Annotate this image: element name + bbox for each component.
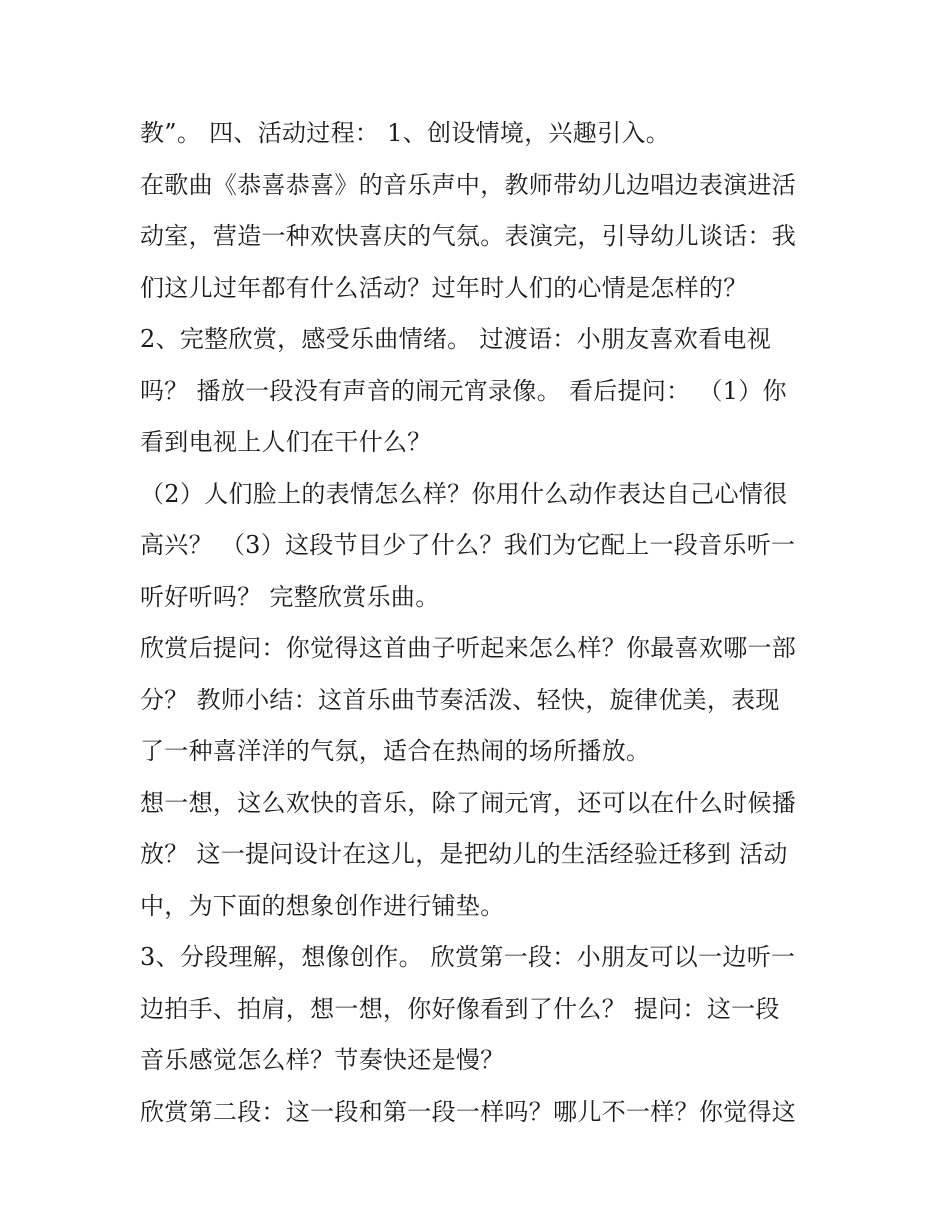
text-line: 高兴？ （3）这段节目少了什么？我们为它配上一段音乐听一 (140, 531, 796, 559)
text-line: 想一想，这么欢快的音乐，除了闹元宵，还可以在什么时候播 (140, 788, 797, 817)
text-line: 放？ 这一提问设计在这儿，是把幼儿的生活经验迁移到 活动 (140, 840, 788, 868)
document-body (140, 108, 830, 1138)
text-line: 2、完整欣赏，感受乐曲情绪。 过渡语：小朋友喜欢看电视 (140, 325, 771, 353)
text-line: 欣赏第二段：这一段和第一段一样吗？哪儿不一样？你觉得这 (140, 1097, 797, 1126)
text-line: 边拍手、拍肩，想一想，你好像看到了什么？ 提问：这一段 (140, 994, 780, 1023)
text-line: 吗？ 播放一段没有声音的闹元宵录像。 看后提问： （1）你 (140, 376, 787, 405)
text-line: 听好听吗？ 完整欣赏乐曲。 (140, 582, 440, 611)
text-line: 3、分段理解，想像创作。 欣赏第一段：小朋友可以一边听一 (140, 943, 796, 971)
text-line: 看到电视上人们在干什么？ (140, 428, 432, 456)
text-line: 中，为下面的想象创作进行铺垫。 (140, 891, 505, 920)
text-line: 教”。 四、活动过程： 1、创设情境，兴趣引入。 (140, 119, 670, 147)
text-line: 欣赏后提问：你觉得这首曲子听起来怎么样？你最喜欢哪一部 (140, 634, 797, 662)
text-line: 了一种喜洋洋的气氛，适合在热闹的场所播放。 (140, 737, 651, 765)
text-line: 音乐感觉怎么样？节奏快还是慢？ (140, 1046, 505, 1074)
text-line: 们这儿过年都有什么活动？过年时人们的心情是怎样的？ (140, 273, 748, 302)
text-line: 动室，营造一种欢快喜庆的气氛。表演完，引导幼儿谈话：我 (140, 222, 797, 250)
text-line: （2）人们脸上的表情怎么样？你用什么动作表达自己心情很 (140, 479, 788, 508)
text-line: 分？ 教师小结：这首乐曲节奏活泼、轻快，旋律优美，表现 (140, 685, 780, 714)
text-line: 在歌曲《恭喜恭喜》的音乐声中，教师带幼儿边唱边表演进活 (140, 170, 797, 199)
